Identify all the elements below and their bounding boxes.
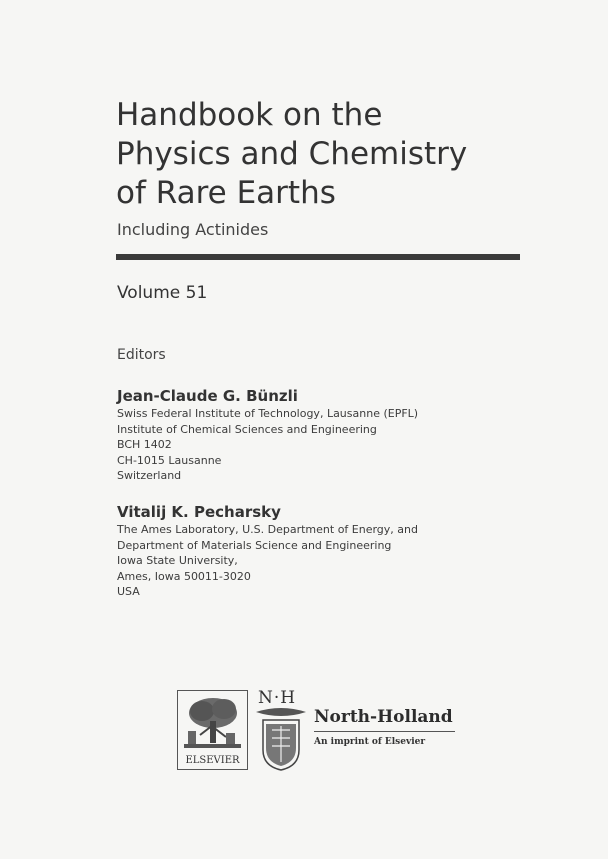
editor-affiliation-line: Switzerland [117, 469, 182, 483]
north-holland-crest-icon [254, 706, 308, 790]
editor-block [117, 502, 418, 600]
volume-number: Volume 51 [117, 283, 208, 303]
editor-name: Jean-Claude G. Bünzli [117, 387, 298, 405]
title-divider [116, 254, 520, 260]
editor-affiliation-line: CH-1015 Lausanne [117, 453, 222, 467]
title-line-2: Physics and Chemistry [116, 136, 468, 172]
editor-affiliation-line: BCH 1402 [117, 438, 172, 452]
editor-affiliation-line: Swiss Federal Institute of Technology, Lausanne (EPFL) [117, 407, 419, 420]
book-subtitle: Including Actinides [117, 220, 269, 239]
elsevier-tree-icon [182, 695, 243, 751]
north-holland-name: North-Holland [314, 707, 453, 727]
editor-affiliation-line: Institute of Chemical Sciences and Engineering [117, 422, 377, 436]
imprint-divider [314, 731, 455, 732]
elsevier-logo [177, 690, 248, 770]
editors-label: Editors [117, 347, 166, 363]
editor-affiliation-line: Iowa State University, [117, 554, 238, 568]
title-line-1: Handbook on the [116, 97, 383, 133]
editor-affiliation-line: USA [117, 585, 140, 599]
imprint-subtitle: An imprint of Elsevier [314, 737, 426, 747]
editor-affiliation-line: Department of Materials Science and Engineering [117, 538, 392, 552]
editor-name: Vitalij K. Pecharsky [117, 503, 281, 521]
editor-affiliation-line: Ames, Iowa 50011-3020 [117, 569, 251, 583]
editor-block [117, 386, 418, 484]
book-title [116, 96, 556, 213]
elsevier-logo-text: ELSEVIER [185, 755, 240, 766]
title-line-3: of Rare Earths [116, 175, 336, 211]
editor-affiliation-line: The Ames Laboratory, U.S. Department of Energy, and [117, 523, 418, 536]
north-holland-mark: N·H [258, 688, 297, 708]
